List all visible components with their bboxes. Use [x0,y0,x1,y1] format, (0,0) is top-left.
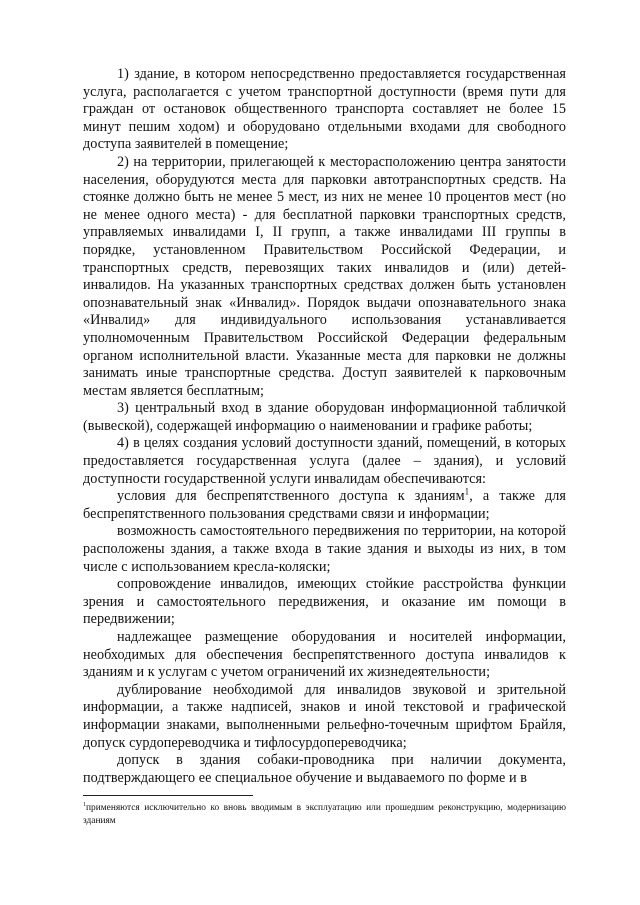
footnote [83,802,566,828]
footnote-reference: 1 [464,486,470,497]
paragraph-accessibility-conditions: 4) в целях создания условий доступности зданий, помещений, в которых предоставляется государственная услуга (далее – здания), и условий доступности государственной услуги инвалидам обеспечиваются: [83,435,566,487]
footnote-marker: 1 [83,801,86,808]
access-item-text-before: условия для беспрепятственного доступа к зданиям [117,488,465,505]
access-item-escort: сопровождение инвалидов, имеющих стойкие расстройства функции зрения и самостоятельного передвижения, и оказание им помощи в передвижении; [83,576,566,628]
access-item-unobstructed-access [83,488,566,523]
access-item-equipment-placement: надлежащее размещение оборудования и носителей информации, необходимых для обеспечения беспрепятственного доступа инвалидов к зданиям и к услугам с учетом ограничений их жизнедеятельности; [83,629,566,681]
paragraph-parking: 2) на территории, прилегающей к месторасположению центра занятости населения, оборудуются места для парковки автотранспортных средств. На стоянке должно быть не менее 5 мест, из них не менее 10 процентов мест (но не менее одного места) - для бесплатной парковки транспортных средств, управляемых инвалидами I, II групп, а также инвалидами III группы в порядке, установленном Правительством Российской Федерации, и транспортных средств, перевозящих таких инвалидов и (или) детей-инвалидов. На указанных транспортных средствах должен быть установлен опознавательный знак «Инвалид». Порядок выдачи опознавательного знака «Инвалид» для индивидуального использования устанавливается уполномоченным Правительством Российской Федерации федеральным органом исполнительной власти. Указанные места для парковки не должны занимать иные транспортные средства. Доступ заявителей к парковочным местам является бесплатным; [83,153,566,399]
paragraph-building-location: 1) здание, в котором непосредственно предоставляется государственная услуга, располагается с учетом транспортной доступности (время пути для граждан от остановок общественного транспорта составляет не более 15 минут пешим ходом) и оборудовано отдельными входами для свободного доступа заявителей в помещение; [83,66,566,153]
footnote-text: применяются исключительно ко вновь вводимым в эксплуатацию или прошедшим реконструкцию, модернизацию зданиям [83,803,566,826]
footnote-divider [83,795,253,796]
access-item-movement: возможность самостоятельного передвижения по территории, на которой расположены здания, а также входа в такие здания и выходы из них, в том числе с использованием кресла-коляски; [83,523,566,575]
access-item-text-after: , а также для беспрепятственного пользования средствами связи и информации; [83,488,566,522]
footnote-section [83,795,566,828]
access-item-information-duplication: дублирование необходимой для инвалидов звуковой и зрительной информации, а также надписей, знаков и иной текстовой и графической информации знаками, выполненными рельефно-точечным шрифтом Брайля, допуск сурдопереводчика и тифлосурдопереводчика; [83,681,566,751]
access-item-guide-dog: допуск в здания собаки-проводника при наличии документа, подтверждающего ее специальное обучение и выдаваемого по форме и в [83,752,566,786]
document-body [83,66,566,787]
paragraph-entrance-sign: 3) центральный вход в здание оборудован информационной табличкой (вывеской), содержащей информацию о наименовании и графике работы; [83,400,566,434]
